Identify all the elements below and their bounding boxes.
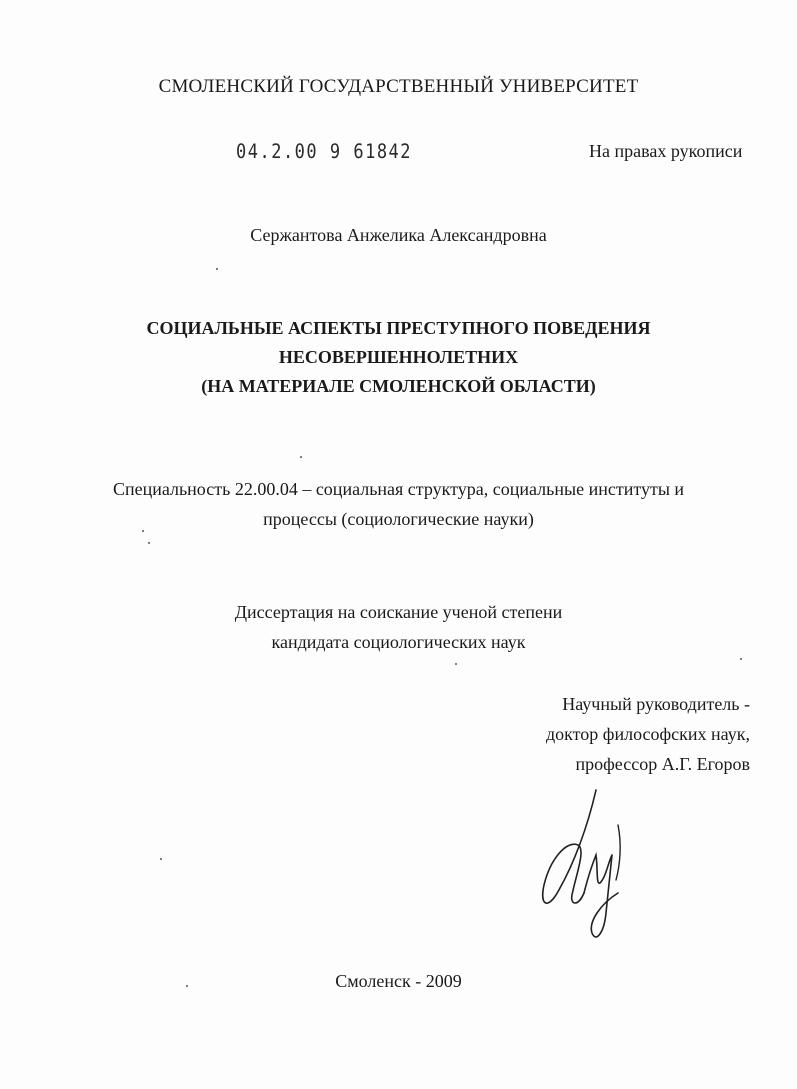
- scientific-supervisor: [500, 689, 750, 779]
- scan-speck: [186, 985, 188, 987]
- scan-speck: [142, 530, 144, 532]
- specialty-line: Специальность 22.00.04 – социальная структура, социальные институты и: [112, 479, 685, 499]
- scan-speck: [740, 658, 742, 660]
- degree-line: кандидата социологических наук: [271, 632, 526, 652]
- rights-note: На правах рукописи: [589, 141, 743, 161]
- title-line: СОЦИАЛЬНЫЕ АСПЕКТЫ ПРЕСТУПНОГО ПОВЕДЕНИЯ: [146, 318, 651, 338]
- city-year: Смоленск - 2009: [335, 971, 462, 991]
- specialty: [0, 474, 797, 534]
- scan-speck: [216, 268, 218, 270]
- degree-line: Диссертация на соискание ученой степени: [234, 602, 563, 622]
- author-name: Сержантова Анжелика Александровна: [250, 225, 547, 245]
- supervisor-line: доктор философских наук,: [546, 724, 750, 744]
- scan-speck: [148, 542, 150, 544]
- handwritten-signature: [526, 785, 636, 945]
- specialty-line: процессы (социологические науки): [263, 509, 534, 529]
- thesis-title: [0, 314, 797, 401]
- scan-speck: [160, 858, 162, 860]
- supervisor-line: Научный руководитель -: [562, 694, 750, 714]
- university-name: СМОЛЕНСКИЙ ГОСУДАРСТВЕННЫЙ УНИВЕРСИТЕТ: [158, 76, 639, 97]
- dissertation-degree: [0, 597, 797, 657]
- title-line: (НА МАТЕРИАЛЕ СМОЛЕНСКОЙ ОБЛАСТИ): [201, 376, 596, 396]
- registration-stamp: 04.2.00 9 61842: [236, 140, 413, 164]
- scan-speck: [300, 456, 302, 458]
- supervisor-line: профессор А.Г. Егоров: [575, 754, 750, 774]
- title-line: НЕСОВЕРШЕННОЛЕТНИХ: [278, 347, 519, 367]
- scan-speck: [455, 663, 457, 665]
